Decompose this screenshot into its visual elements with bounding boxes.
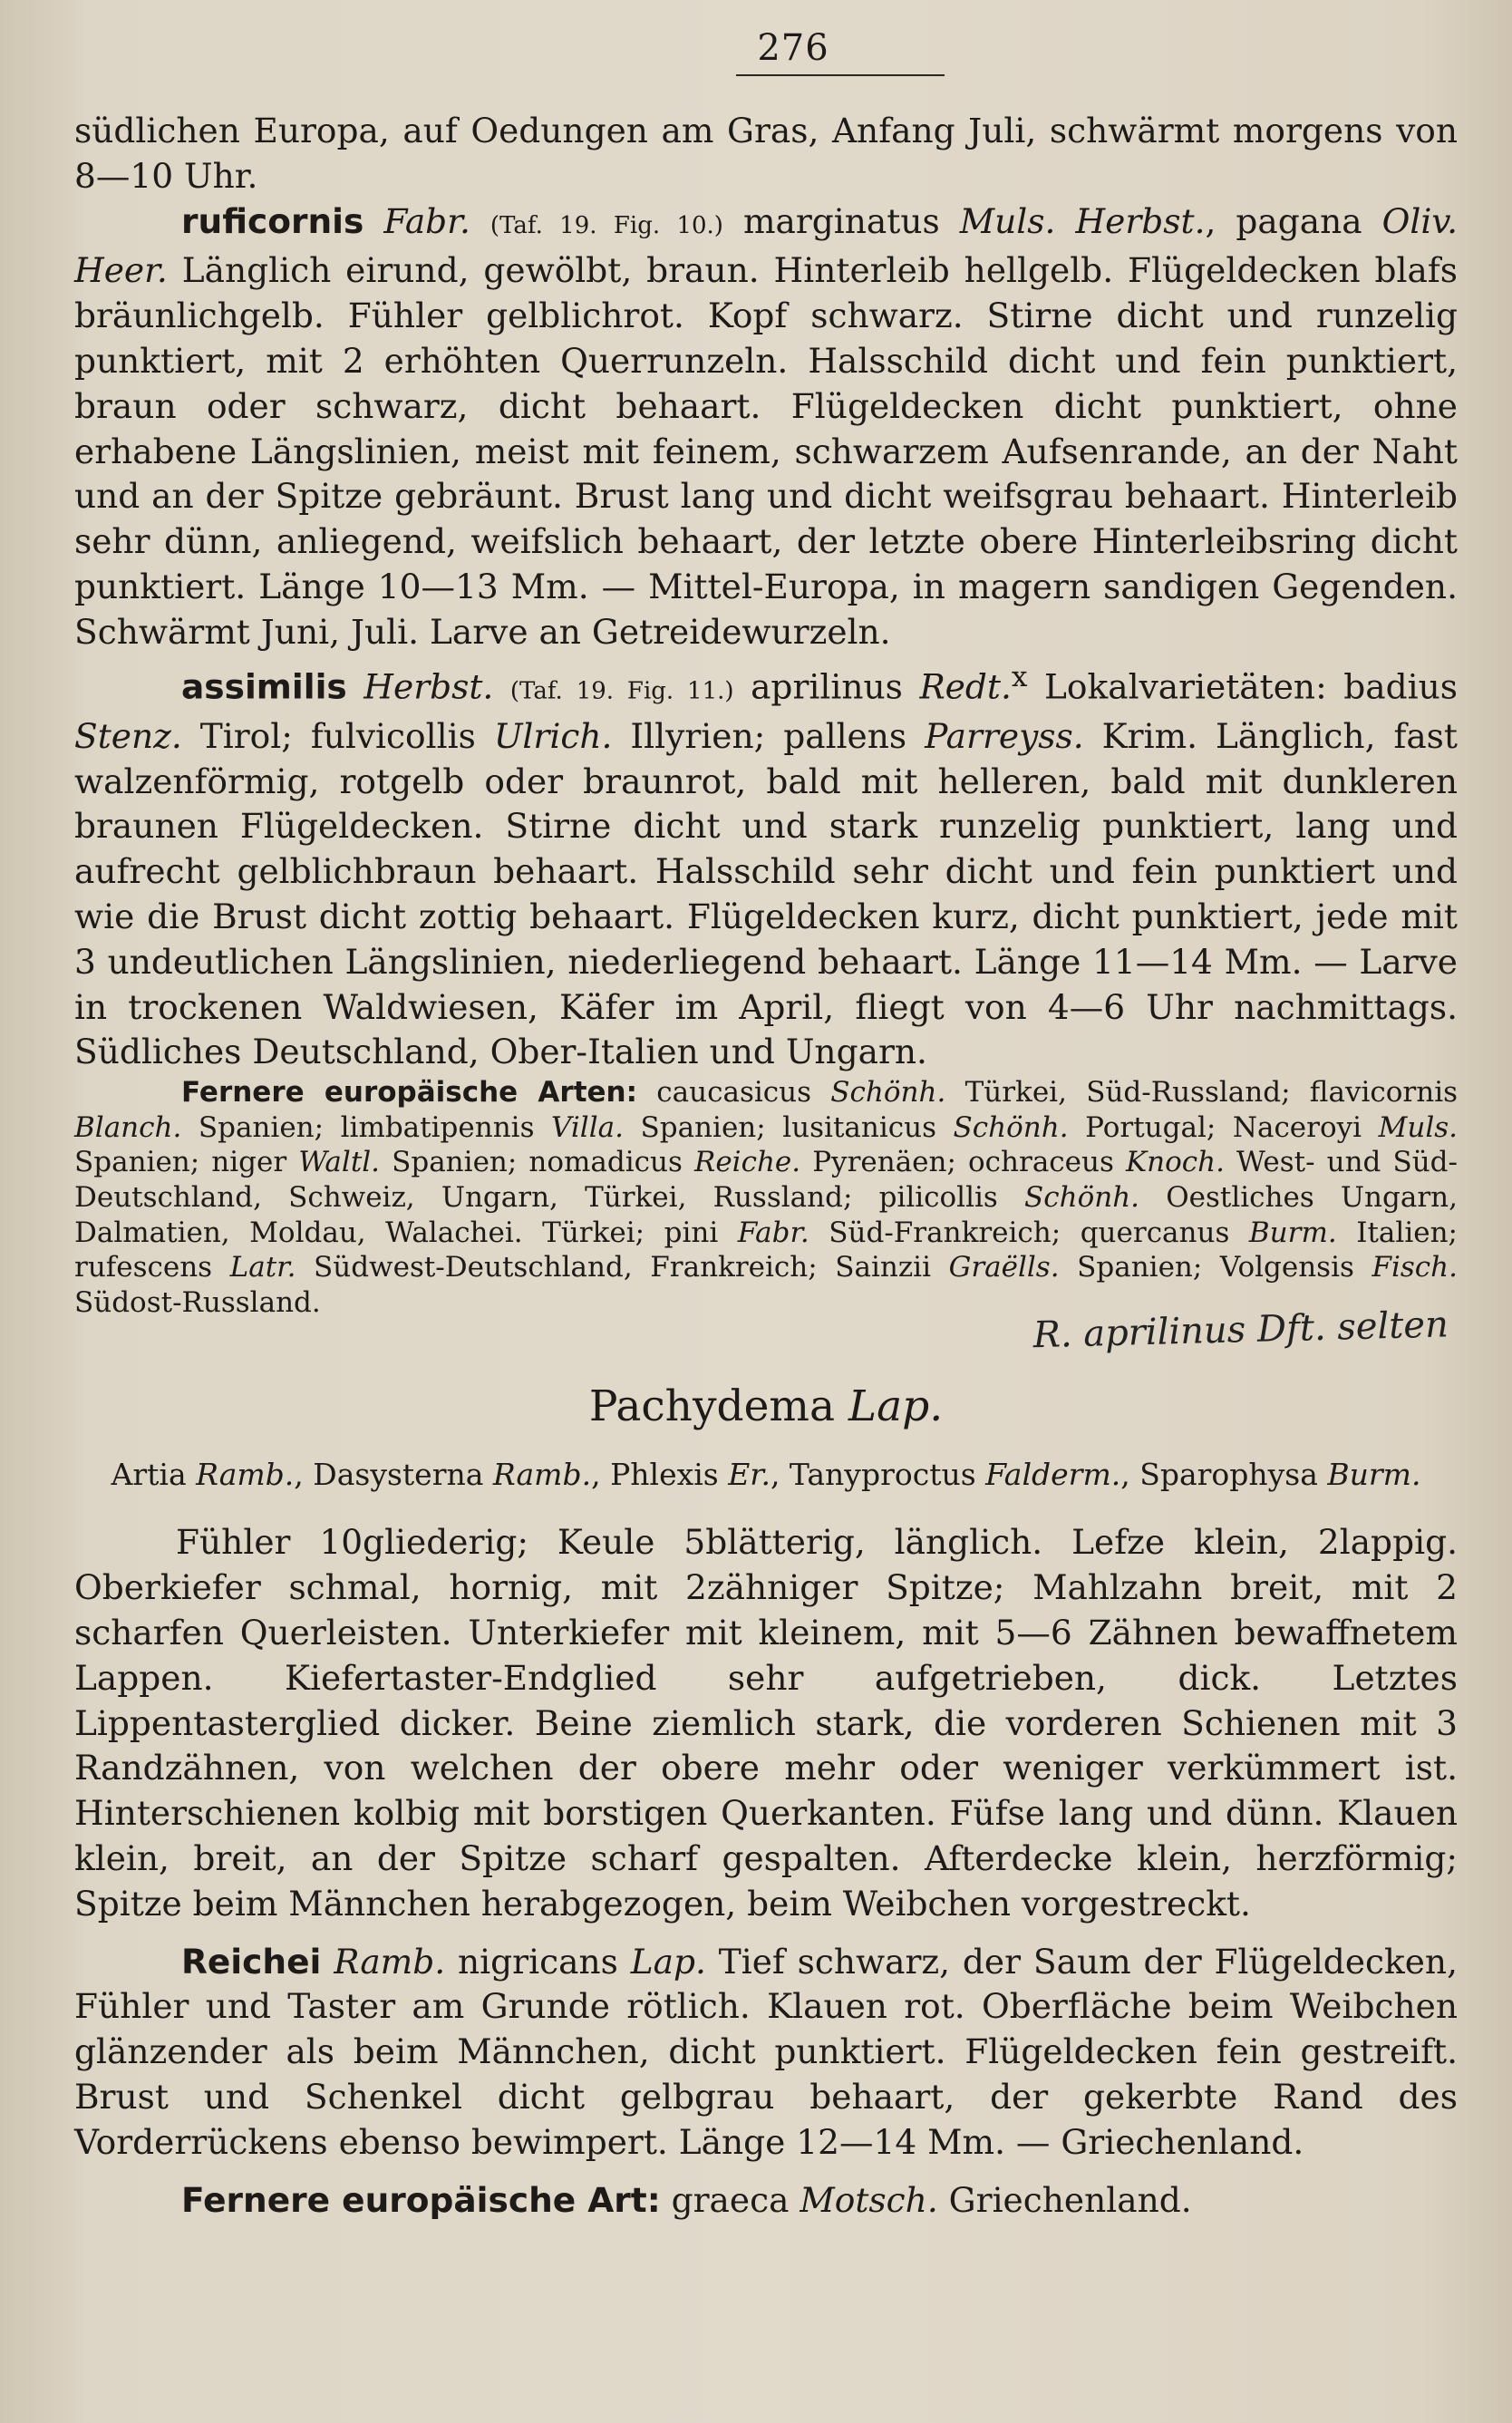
genus-heading xyxy=(74,1380,1458,1434)
list-author: Motsch. xyxy=(800,2179,938,2220)
synonym-author: Ramb. xyxy=(492,1457,592,1493)
variety-text: Illyrien; pallens xyxy=(612,715,926,756)
variety-author: Ulrich. xyxy=(493,715,613,756)
further-species-single xyxy=(74,2178,1458,2224)
species-description: Krim. Länglich, fast walzenförmig, rotgelb oder braunrot, bald mit helleren, bald mit dunkleren braunen Flügeldecken. Stirne dicht und stark runzelig punktiert, lang und aufrecht gelblichbraun behaart. Halsschild sehr dicht und fein punktiert und wie die Brust dicht zottig behaart. Flügeldecken kurz, dicht punktiert, jede mit 3 undeutlichen Längslinien, niederliegend behaart. Länge 11—14 Mm. — Larve in trockenen Waldwiesen, Käfer im April, fliegt von 4—6 Uhr nachmittags. Südliches Deutschland, Ober-Italien und Ungarn. xyxy=(74,715,1458,1072)
synonym-text: Artia xyxy=(111,1457,197,1493)
list-author: Burm. xyxy=(1248,1216,1337,1249)
list-author: Villa. xyxy=(551,1110,624,1144)
handwritten-note: R. aprilinus Dft. selten xyxy=(1032,1304,1449,1357)
variety-text: Tirol; fulvicollis xyxy=(181,715,494,756)
genus-description: Fühler 10gliederig; Keule 5blätterig, länglich. Lefze klein, 2lappig. Oberkiefer schmal, hornig, mit 2zähniger Spitze; Mahlzahn breit, mit 2 scharfen Querleisten. Unterkiefer mit kleinem, mit 5—6 Zähnen bewaffnetem Lappen. Kiefertaster-Endglied sehr aufgetrieben, dick. Letztes Lippentasterglied dicker. Beine ziemlich stark, die vorderen Schienen mit 3 Randzähnen, von welchen der obere mehr oder weniger verkümmert ist. Hinterschienen kolbig mit borstigen Querkanten. Füfse lang und dünn. Klauen klein, breit, an der Spitze scharf gespalten. Afterdecke klein, herzförmig; Spitze beim Männchen herabgezogen, beim Weibchen vorgestreckt. xyxy=(74,1522,1458,1924)
list-author: Knoch. xyxy=(1125,1146,1225,1179)
page-number: 276 xyxy=(757,27,829,69)
synonym-author: Oliv. Heer. xyxy=(74,200,1459,291)
genus-synonyms xyxy=(74,1456,1458,1493)
list-text: Griechenland. xyxy=(937,2179,1192,2220)
further-species-label: Fernere europäische Arten: xyxy=(181,1076,638,1110)
synonym-author: Falderm. xyxy=(985,1457,1121,1493)
list-text: graeca xyxy=(660,2179,800,2220)
list-text: Portugal; Naceroyi xyxy=(1068,1110,1379,1144)
spacer xyxy=(74,1927,1458,1940)
list-text: caucasicus xyxy=(637,1076,831,1110)
species-description: Länglich eirund, gewölbt, braun. Hinterleib hellgelb. Flügeldecken blafs bräunlichgelb. Fühler gelblichrot. Kopf schwarz. Stirne dicht und runzelig punktiert, mit 2 erhöhten Querrunzeln. Halsschild dicht und fein punktiert, braun oder schwarz, dicht behaart. Flügeldecken dicht punktiert, ohne erhabene Längslinien, meist mit feinem, schwarzem Aufsenrande, an der Naht und an der Spitze gebräunt. Brust lang und dicht weifsgrau behaart. Hinterleib sehr dünn, anliegend, weifslich behaart, der letzte obere Hinterleibsring dicht punktiert. Länge 10—13 Mm. — Mittel-Europa, in magern sandigen Gegenden. Schwärmt Juni, Juli. Larve an Getreidewurzeln. xyxy=(74,250,1458,652)
plate-reference: (Taf. 19. Fig. 10.) xyxy=(489,211,723,239)
synonym-author: Er. xyxy=(728,1457,771,1493)
list-text: Pyrenäen; ochraceus xyxy=(800,1146,1126,1179)
synonym-text: marginatus xyxy=(722,200,960,241)
species-reichei xyxy=(74,1940,1458,2166)
species-description: Tief schwarz, der Saum der Flügeldecken, Fühler und Taster am Grunde rötlich. Klauen rot. Oberfläche beim Weibchen glänzender als beim Männchen, dicht punktiert. Flügeldecken fein gestreift. Brust und Schenkel dicht gelbgrau behaart, der gekerbte Rand des Vorderrückens ebenso bewimpert. Länge 12—14 Mm. — Griechenland. xyxy=(74,1941,1458,2162)
list-text: Spanien; Volgensis xyxy=(1059,1251,1372,1284)
genus-author: Lap. xyxy=(848,1381,944,1432)
list-author: Fabr. xyxy=(737,1216,809,1249)
list-text: Türkei, Süd-Russland; flavicornis xyxy=(945,1076,1459,1110)
variety-author: Parreyss. xyxy=(925,715,1084,756)
species-assimilis xyxy=(74,655,1458,1076)
further-species-list xyxy=(74,1075,1458,1320)
species-name: assimilis xyxy=(181,666,347,707)
list-text: Oestliches Ungarn, Dalmatien, Moldau, Walachei. Türkei; pini xyxy=(74,1181,1458,1249)
species-author: Fabr. xyxy=(383,200,470,241)
list-author: Graëlls. xyxy=(948,1251,1060,1284)
page-body xyxy=(74,109,1458,2223)
list-text: Italien; rufescens xyxy=(74,1216,1458,1284)
list-author: Latr. xyxy=(229,1251,296,1284)
spacer xyxy=(74,2166,1458,2178)
synonym-text: , pagana xyxy=(1205,200,1382,241)
list-text: Süd-Frankreich; quercanus xyxy=(809,1216,1249,1249)
synonym-author: Lap. xyxy=(630,1941,706,1982)
list-text: Spanien; niger xyxy=(74,1146,299,1179)
list-author: Muls. xyxy=(1378,1110,1458,1144)
synonym-text: , Dasysterna xyxy=(294,1457,493,1493)
variety-text: Lokalvarietäten: badius xyxy=(1027,666,1458,707)
continued-paragraph: südlichen Europa, auf Oedungen am Gras, Anfang Juli, schwärmt morgens von 8—10 Uhr. xyxy=(74,111,1458,196)
species-name: Reichei xyxy=(181,1941,322,1982)
list-author: Schönh. xyxy=(1024,1181,1140,1215)
species-author: Herbst. xyxy=(363,666,494,707)
synonym-author: Burm. xyxy=(1327,1457,1421,1493)
header-rule xyxy=(736,74,945,76)
synonym-text: , Phlexis xyxy=(591,1457,729,1493)
synonym-author: Redt. xyxy=(919,666,1012,707)
species-name: ruficornis xyxy=(181,200,364,241)
list-author: Blanch. xyxy=(74,1110,182,1144)
list-text: Spanien; nomadicus xyxy=(380,1146,694,1179)
synonym-text: nigricans xyxy=(445,1941,631,1982)
further-species-label: Fernere europäische Art: xyxy=(181,2179,661,2220)
list-text: Spanien; lusitanicus xyxy=(623,1110,954,1144)
synonym-text: , Tanyproctus xyxy=(770,1457,986,1493)
list-text: Südost-Russland. xyxy=(74,1285,321,1319)
synonym-author: Ramb. xyxy=(196,1457,295,1493)
synonym-author: Muls. Herbst. xyxy=(959,200,1206,241)
list-text: West- und Süd-Deutschland, Schweiz, Ungarn, Türkei, Russland; pilicollis xyxy=(74,1146,1458,1215)
handwritten-mark: x xyxy=(1011,660,1028,693)
list-author: Reiche. xyxy=(693,1146,801,1179)
species-author: Ramb. xyxy=(321,1941,446,1982)
list-author: Schönh. xyxy=(830,1076,946,1110)
species-ruficornis xyxy=(74,199,1458,655)
plate-reference: (Taf. 19. Fig. 11.) xyxy=(509,677,734,705)
list-author: Schönh. xyxy=(953,1110,1069,1144)
list-text: Spanien; limbatipennis xyxy=(181,1110,552,1144)
list-text: Südwest-Deutschland, Frankreich; Sainzii xyxy=(296,1251,949,1284)
genus-name: Pachydema xyxy=(588,1381,848,1432)
list-author: Fisch. xyxy=(1371,1251,1458,1284)
synonym-text: , Sparophysa xyxy=(1120,1457,1328,1493)
synonym-text: aprilinus xyxy=(733,666,920,707)
list-author: Waltl. xyxy=(298,1146,381,1179)
variety-author: Stenz. xyxy=(74,715,182,756)
